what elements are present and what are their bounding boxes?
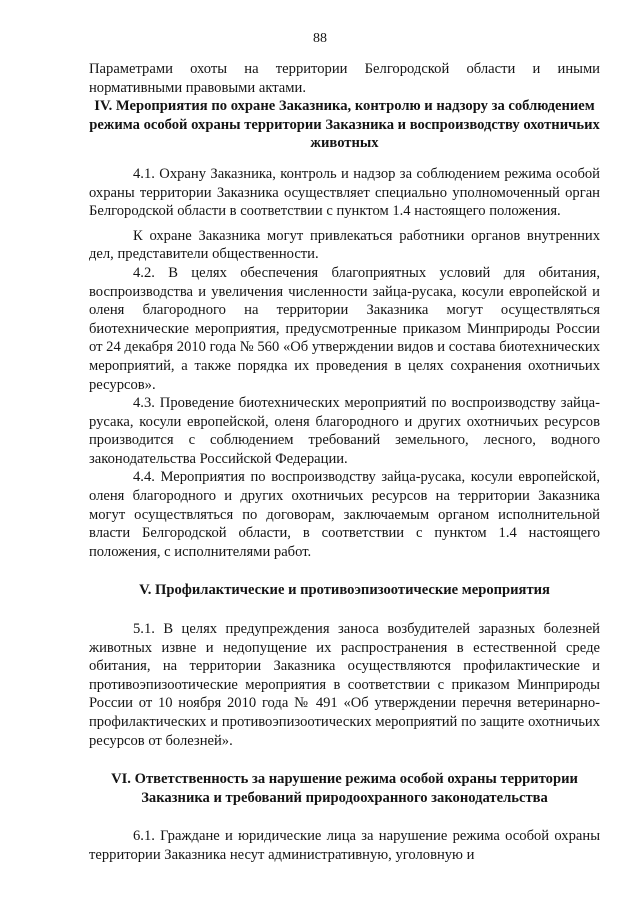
paragraph-5-1: 5.1. В целях предупреждения заноса возбудителей заразных болезней животных извне и недопущение их распространения в естественной среде обитания, на территории Заказника осуществляются профилактические и противоэпизоотические мероприятия в соответствии с приказом Минприроды России от 10 ноября 2010 года № 491 «Об утверждении перечня ветеринарно-профилактических и противоэпизоотических мероприятий по защите охотничьих ресурсов от болезней». — [89, 621, 600, 749]
section-6-heading: VI. Ответственность за нарушение режима особой охраны территории Заказника и требований природоохранного законодательства — [111, 771, 578, 806]
intro-paragraph: Параметрами охоты на территории Белгородской области и иными нормативными правовыми актами. — [89, 61, 600, 96]
paragraph-4-1: 4.1. Охрану Заказника, контроль и надзор за соблюдением режима особой охраны территории Заказника осуществляет специально уполномоченный орган Белгородской области в соответствии с пунктом 1.4 настоящего положения. — [89, 165, 600, 220]
paragraph-6-1: 6.1. Граждане и юридические лица за нарушение режима особой охраны территории Заказника несут административную, уголовную и — [89, 828, 600, 863]
paragraph-4-3: 4.3. Проведение биотехнических мероприятий по воспроизводству зайца-русака, косули европейской, оленя благородного и других охотничьих ресурсов производится с соблюдением требований земельного, лесного, водного законодательства Российской Федерации. — [89, 395, 600, 467]
page-content — [89, 60, 600, 865]
paragraph-4-1-extra: К охране Заказника могут привлекаться работники органов внутренних дел, представители общественности. — [89, 227, 600, 263]
paragraph-4-2: 4.2. В целях обеспечения благоприятных условий для обитания, воспроизводства и увеличения численности зайца-русака, косули европейской и оленя благородного на территории Заказника могут осуществляться биотехнические мероприятия, предусмотренные приказом Минприроды России от 24 декабря 2010 года № 560 «Об утверждении видов и состава биотехнических мероприятий, а также порядка их проведения в целях сохранения охотничьих ресурсов». — [89, 264, 600, 393]
paragraph-4-4: 4.4. Мероприятия по воспроизводству зайца-русака, косули европейской, оленя благородного и других охотничьих ресурсов на территории Заказника могут осуществляться по договорам, заключаемым органом исполнительной власти Белгородской области, в соответствии с пунктом 1.4 настоящего положения, с исполнителями работ. — [89, 469, 600, 560]
page-number: 88 — [313, 31, 327, 46]
section-5-heading: V. Профилактические и противоэпизоотические мероприятия — [139, 582, 550, 599]
section-4-heading: IV. Мероприятия по охране Заказника, контролю и надзору за соблюдением режима особой охраны территории Заказника и воспроизводству охотничьих животных — [89, 98, 600, 152]
